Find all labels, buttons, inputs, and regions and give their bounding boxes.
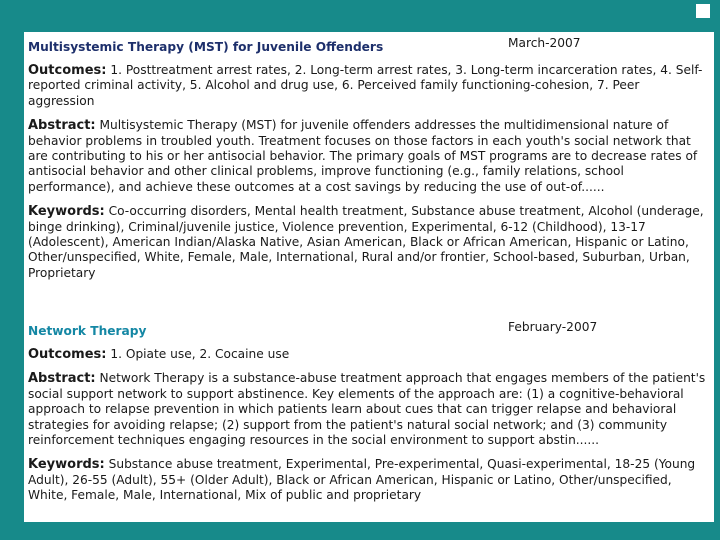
entry-header — [28, 320, 708, 338]
entry-date: March-2007 — [508, 36, 581, 50]
bottom-frame-band — [0, 522, 720, 540]
outcomes-paragraph — [28, 63, 708, 109]
keywords-paragraph — [28, 204, 708, 281]
outcomes-label: Outcomes: — [28, 63, 107, 78]
program-entry-network-therapy — [28, 320, 708, 504]
top-frame-band — [0, 0, 720, 30]
abstract-label: Abstract: — [28, 371, 96, 387]
entry-date: February-2007 — [508, 320, 598, 334]
keywords-label: Keywords: — [28, 457, 105, 473]
abstract-paragraph — [28, 118, 708, 195]
abstract-text: Multisystemic Therapy (MST) for juvenile offenders addresses the multidimensional nature of behavior problems in troubled youth. Treatment focuses on those factors in each youth's social network that are contributing to his or her antisocial behavior. The primary goals of MST programs are to decrease rates of antisocial behavior and other clinical problems, improve functioning (e.g., family relations, school performance), and achieve these outcomes at a cost savings by reducing the use of out-of...... — [28, 118, 698, 194]
outcomes-label: Outcomes: — [28, 347, 107, 362]
outcomes-text: 1. Posttreatment arrest rates, 2. Long-term arrest rates, 3. Long-term incarceration rates, 4. Self-reported criminal activity, 5. Alcohol and drug use, 6. Perceived family functioning-cohesion, 7. Peer aggression — [28, 63, 703, 108]
entry-title[interactable]: Network Therapy — [28, 324, 147, 338]
program-entry-mst — [28, 36, 708, 281]
outcomes-paragraph — [28, 347, 708, 362]
abstract-paragraph — [28, 371, 708, 448]
entry-header — [28, 36, 708, 54]
keywords-paragraph — [28, 457, 708, 503]
keywords-text: Co-occurring disorders, Mental health treatment, Substance abuse treatment, Alcohol (underage, binge drinking), Criminal/juvenile justice, Violence prevention, Experimental, 6-12 (Childhood), 13-17 (Adolescent), American Indian/Alaska Native, Asian American, Black or African American, Hispanic or Latino, Other/unspecified, White, Female, Male, International, Rural and/or frontier, School-based, Suburban, Urban, Proprietary — [28, 204, 704, 280]
entry-title[interactable]: Multisystemic Therapy (MST) for Juvenile Offenders — [28, 40, 384, 54]
keywords-label: Keywords: — [28, 204, 105, 220]
abstract-label: Abstract: — [28, 118, 96, 134]
outcomes-text: 1. Opiate use, 2. Cocaine use — [110, 347, 290, 361]
keywords-text: Substance abuse treatment, Experimental, Pre-experimental, Quasi-experimental, 18-25 (Young Adult), 26-55 (Adult), 55+ (Older Adult), Black or African American, Hispanic or Latino, Other/unspecified, White, Female, Male, International, Mix of public and proprietary — [28, 457, 696, 503]
abstract-text: Network Therapy is a substance-abuse treatment approach that engages members of the patient's social support network to support abstinence. Key elements of the approach are: (1) a cognitive-behavioral approach to relapse prevention in which patients learn about cues that can trigger relapse and behavioral strategies for avoiding relapse; (2) support from the patient's natural social network; and (3) community reinforcement techniques engaging resources in the social environment to support abstin...... — [28, 371, 706, 448]
content-panel — [24, 32, 714, 522]
corner-square-decoration — [696, 4, 710, 18]
